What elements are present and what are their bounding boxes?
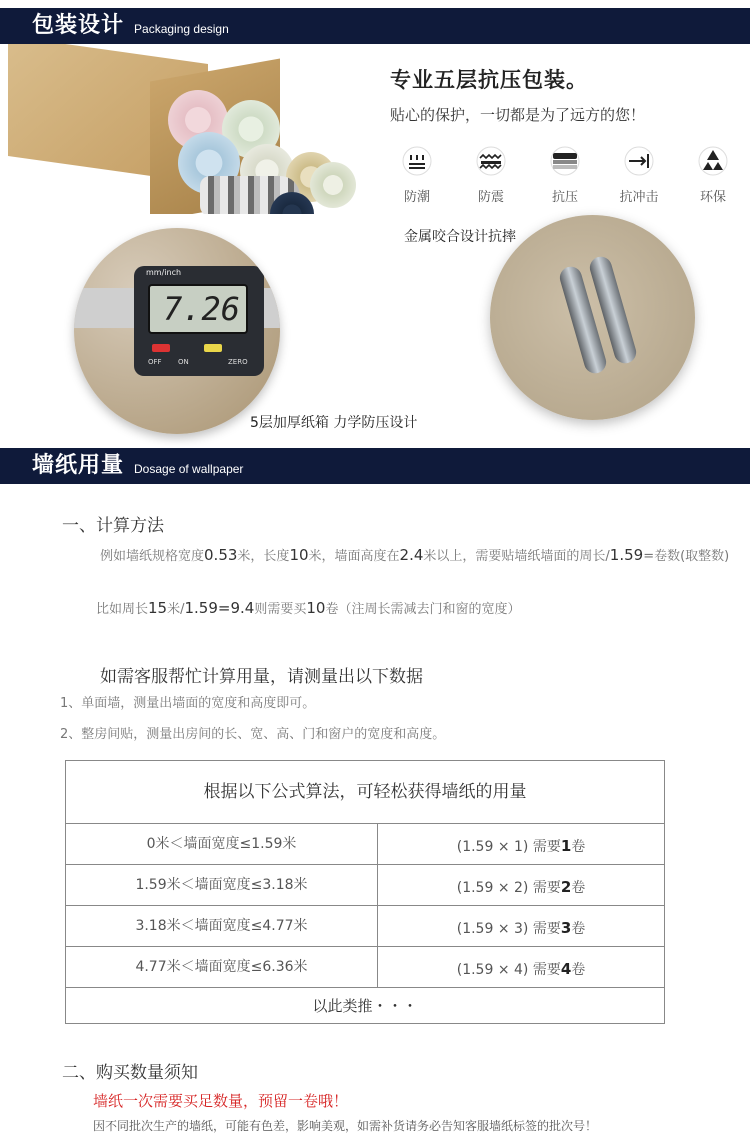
formula-table xyxy=(65,760,665,1024)
feature-label: 抗压 xyxy=(551,190,578,205)
table-row xyxy=(66,865,664,906)
feature-label: 环保 xyxy=(699,190,726,205)
section-title-en: Dosage of wallpaper xyxy=(134,462,244,476)
feature-label: 防潮 xyxy=(403,190,430,205)
value: 0.53 xyxy=(204,546,238,564)
text: 卷（注周长需减去门和窗的宽度） xyxy=(325,602,521,617)
text: 则需要买 xyxy=(254,602,307,617)
caliper-off-button xyxy=(152,344,170,352)
text: 米以上，需要贴墙纸墙面的周长/ xyxy=(423,549,610,564)
calc-example-2 xyxy=(96,598,520,617)
box-caption: 5层加厚纸箱 力学防压设计 xyxy=(250,415,418,431)
calc-heading: 一、计算方法 xyxy=(62,516,164,536)
formula-header: 根据以下公式算法，可轻松获得墙纸的用量 xyxy=(66,761,664,824)
feature-item xyxy=(380,146,454,205)
feature-item xyxy=(602,146,676,205)
caliper-display: 7.26 xyxy=(148,284,248,334)
service-heading: 如需客服帮忙计算用量，请测量出以下数据 xyxy=(100,667,423,687)
text: 比如周长 xyxy=(96,602,149,617)
caliper-zero-button xyxy=(204,344,222,352)
promo-subtitle: 贴心的保护，一切都是为了远方的您！ xyxy=(390,106,646,124)
table-row xyxy=(66,947,664,988)
table-row xyxy=(66,906,664,947)
caliper-photo xyxy=(74,228,280,434)
pressure-icon xyxy=(550,146,580,176)
feature-item xyxy=(454,146,528,205)
digital-caliper xyxy=(134,266,264,376)
metal-clasp-photo xyxy=(490,215,695,420)
section-title-zh: 包装设计 xyxy=(32,13,125,38)
caliper-unit-label: mm/inch xyxy=(146,268,182,277)
impact-icon xyxy=(624,146,654,176)
result-cell: (1.59 × 3) 需要3卷 xyxy=(456,919,586,937)
shockproof-icon xyxy=(476,146,506,176)
text: =卷数(取整数) xyxy=(643,549,730,564)
range-cell: 1.59米＜墙面宽度≤3.18米 xyxy=(66,865,378,905)
caliper-zero-label: ZERO xyxy=(228,358,248,366)
buy-note: 因不同批次生产的墙纸，可能有色差，影响美观，如需补货请务必告知客服墙纸标签的批次号！ xyxy=(93,1119,598,1133)
packaging-box-photo xyxy=(0,44,365,214)
recycle-icon xyxy=(698,146,728,176)
value: 1.59 xyxy=(609,546,644,564)
section-header-packaging xyxy=(0,8,750,44)
service-step-1: 1、单面墙，测量出墙面的宽度和高度即可。 xyxy=(60,696,316,711)
text: 例如墙纸规格宽度 xyxy=(100,549,205,564)
text: 米，长度 xyxy=(237,549,290,564)
section-title-zh: 墙纸用量 xyxy=(32,453,125,478)
result-cell: (1.59 × 4) 需要4卷 xyxy=(456,960,586,978)
feature-list xyxy=(380,146,750,205)
text: 米/ xyxy=(167,602,185,617)
range-cell: 4.77米＜墙面宽度≤6.36米 xyxy=(66,947,378,987)
promo-title: 专业五层抗压包装。 xyxy=(390,68,588,92)
service-step-2: 2、整房间贴，测量出房间的长、宽、高、门和窗户的宽度和高度。 xyxy=(60,727,446,742)
value: 1.59=9.4 xyxy=(184,599,255,617)
feature-label: 防震 xyxy=(477,190,504,205)
range-cell: 3.18米＜墙面宽度≤4.77米 xyxy=(66,906,378,946)
feature-item xyxy=(528,146,602,205)
formula-footer: 以此类推・・・ xyxy=(312,997,418,1015)
feature-label: 抗冲击 xyxy=(619,190,659,205)
buy-heading: 二、购买数量须知 xyxy=(62,1063,198,1083)
moisture-icon xyxy=(402,146,432,176)
feature-item xyxy=(676,146,750,205)
result-cell: (1.59 × 2) 需要2卷 xyxy=(456,878,586,896)
calc-example xyxy=(60,541,740,571)
value: 10 xyxy=(306,599,326,617)
text: 米，墙面高度在 xyxy=(308,549,400,564)
value: 2.4 xyxy=(399,546,424,564)
value: 15 xyxy=(148,599,168,617)
caliper-off-label: OFF xyxy=(148,358,162,366)
section-title-en: Packaging design xyxy=(134,22,229,36)
result-cell: (1.59 × 1) 需要1卷 xyxy=(456,837,586,855)
wallpaper-roll xyxy=(310,162,356,208)
value: 10 xyxy=(289,546,309,564)
section-header-dosage xyxy=(0,448,750,484)
buy-warning: 墙纸一次需要买足数量，预留一卷哦！ xyxy=(93,1092,349,1110)
caliper-on-label: ON xyxy=(178,358,189,366)
range-cell: 0米＜墙面宽度≤1.59米 xyxy=(66,824,378,864)
table-row xyxy=(66,824,664,865)
metal-caption: 金属咬合设计抗摔 xyxy=(404,229,516,245)
